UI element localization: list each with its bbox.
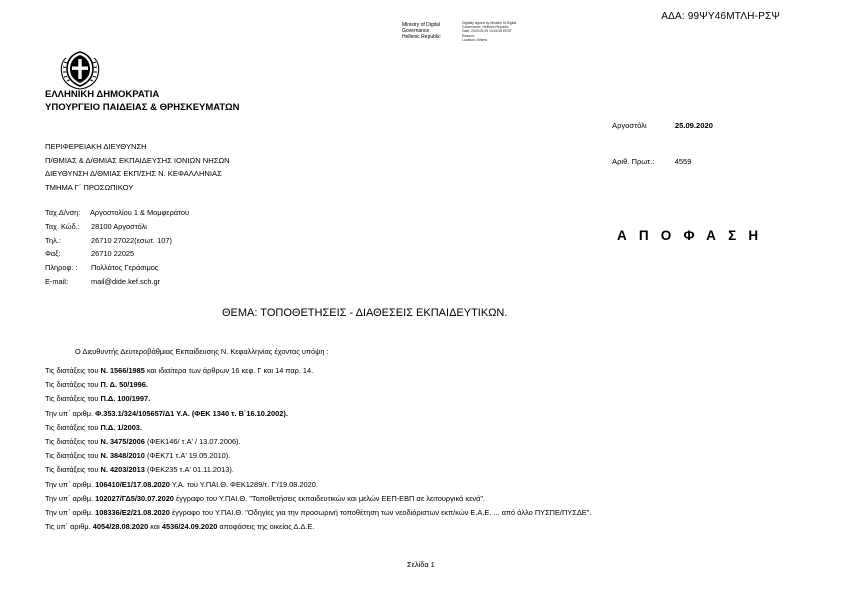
department-block [45, 142, 230, 196]
reference-item: Τις διατάξεις του Ν. 3475/2006 (ΦΕΚ146/ τ.Α' / 13.07.2006). [45, 436, 241, 446]
department-line: Π/ΘΜΙΑΣ & Δ/ΘΜΙΑΣ ΕΚΠΑΙΔΕΥΣΗΣ ΙΟΝΙΩΝ ΝΗΣΩΝ [45, 155, 230, 165]
references-list [45, 366, 591, 536]
page-number: Σελίδα 1 [407, 560, 435, 569]
subject-line: ΘΕΜΑ: ΤΟΠΟΘΕΤΗΣΕΙΣ - ΔΙΑΘΕΣΕΙΣ ΕΚΠΑΙΔΕΥΤΙΚΩΝ. [222, 307, 508, 319]
contact-value: 26710 27022(εσωτ. 107) [91, 235, 172, 245]
protocol-number [612, 157, 692, 166]
reference-item: Τις διατάξεις του Ν. 3848/2010 (ΦΕΚ71 τ.Α' 19.05.2010). [45, 451, 231, 461]
reference-item: Τις διατάξεις του Π.Δ. 100/1997. [45, 394, 151, 404]
contact-row [45, 208, 189, 222]
contact-label: Πληροφ. : [45, 263, 78, 273]
document-date: 25.09.2020 [674, 121, 713, 130]
contact-value: Πολλάτος Γεράσιμος [91, 263, 159, 273]
digital-signature-label [402, 22, 441, 40]
reference-item: Τις διατάξεις του Ν. 1566/1985 και ιδιαίτερα των άρθρων 16 κεφ. Γ και 14 παρ. 14. [45, 366, 314, 375]
signature-line: Governance [402, 28, 430, 34]
contact-row [45, 222, 189, 236]
department-line: ΤΜΗΜΑ Γ΄ ΠΡΟΣΩΠΙΚΟΥ [45, 182, 134, 192]
contact-label: Ταχ. Κώδ.: [45, 221, 80, 231]
hellenic-emblem-icon [58, 48, 102, 95]
signature-detail: Date: 2020.09.25 13:15:25 EEST [462, 29, 512, 34]
reference-item: Την υπ΄ αριθμ. 108336/Ε2/21.08.2020 έγγραφο του Υ.ΠΑΙ.Θ. "Οδηγίες για την προσωρινή τοποθέτηση των νεοδιόριστων εκπ/κών Ε.Α.Ε. ... από άλλο ΠΥΣΠΕ/ΠΥΣΔΕ". [45, 507, 592, 517]
contact-label: Ταχ.Δ/νση: [45, 208, 81, 217]
reference-item: Τις διατάξεις του Ν. 4203/2013 (ΦΕΚ235 τ.Α' 01.11.2013). [45, 465, 234, 475]
contact-email[interactable]: mail@dide.kef.sch.gr [91, 276, 161, 286]
contact-value: 28100 Αργοστόλι [91, 221, 147, 231]
place-date [612, 121, 713, 130]
contact-block [45, 208, 189, 291]
signature-line: Hellenic Republic [402, 34, 441, 40]
protocol-label: Αριθ. Πρωτ.: [612, 157, 655, 166]
signature-detail: Reason: [462, 33, 475, 38]
reference-item: Τις υπ΄ αριθμ. 4054/28.08.2020 και 4536/24.09.2020 αποφάσεις της οικείας Δ.Δ.Ε. [45, 522, 315, 532]
signature-detail: Digitally signed by Ministry of Digital Governance, Hellenic Republic [462, 21, 517, 30]
contact-value: Αργοστολίου 1 & Μομφεράτου [90, 208, 190, 217]
ministry-name: ΥΠΟΥΡΓΕΙΟ ΠΑΙΔΕΙΑΣ & ΘΡΗΣΚΕΥΜΑΤΩΝ [45, 102, 240, 113]
digital-signature-details [462, 21, 522, 42]
contact-row [45, 263, 189, 277]
ministry-header [45, 89, 240, 115]
contact-row [45, 236, 189, 250]
department-line: ΠΕΡΙΦΕΡΕΙΑΚΗ ΔΙΕΥΘΥΝΣΗ [45, 142, 147, 151]
place-label: Αργοστόλι [612, 121, 647, 130]
contact-value: 26710 22025 [91, 249, 135, 259]
contact-label: E-mail: [45, 276, 68, 286]
contact-row [45, 277, 189, 291]
decision-title: Α Π Ο Φ Α Σ Η [617, 228, 763, 243]
signature-line: Ministry of Digital [402, 22, 441, 28]
republic-name: ΕΛΛΗΝΙΚΗ ΔΗΜΟΚΡΑΤΙΑ [45, 89, 160, 100]
ada-code: ΑΔΑ: 99ΨΥ46ΜΤΛΗ-ΡΣΨ [661, 11, 780, 22]
department-line: ΔΙΕΥΘΥΝΣΗ Δ/ΘΜΙΑΣ ΕΚΠ/ΣΗΣ Ν. ΚΕΦΑΛΛΗΝΙΑΣ [45, 169, 222, 178]
reference-item: Την υπ΄ αριθμ. Φ.353.1/324/105657/Δ1 Υ.Α. (ΦΕΚ 1340 τ. Β΄16.10.2002). [45, 408, 288, 418]
reference-item: Την υπ΄ αριθμ. 102027/ΓΔ5/30.07.2020 έγγραφο του Υ.ΠΑΙ.Θ. "Τοποθετήσεις εκπαιδευτικών και μελών ΕΕΠ-ΕΒΠ σε λειτουργικά κενά". [45, 493, 486, 503]
protocol-value: 4559 [674, 157, 692, 166]
intro-text: Ο Διευθυντής Δευτεροβάθμιας Εκπαίδευσης Ν. Κεφαλληνίας έχοντας υπόψη : [75, 347, 329, 356]
contact-label: Τηλ.: [45, 235, 61, 245]
signature-detail: Location: Athens [462, 37, 488, 42]
reference-item: Την υπ΄ αριθμ. 106410/Ε1/17.08.2020 Υ.Α. του Υ.ΠΑΙ.Θ. ΦΕΚ1289/τ. Γ'/19.08.2020. [45, 479, 318, 489]
contact-label: Φαξ: [45, 249, 61, 259]
reference-item: Τις διατάξεις του Π. Δ. 50/1996. [45, 380, 148, 390]
contact-row [45, 249, 189, 263]
reference-item: Τις διατάξεις του Π.Δ. 1/2003. [45, 422, 142, 432]
